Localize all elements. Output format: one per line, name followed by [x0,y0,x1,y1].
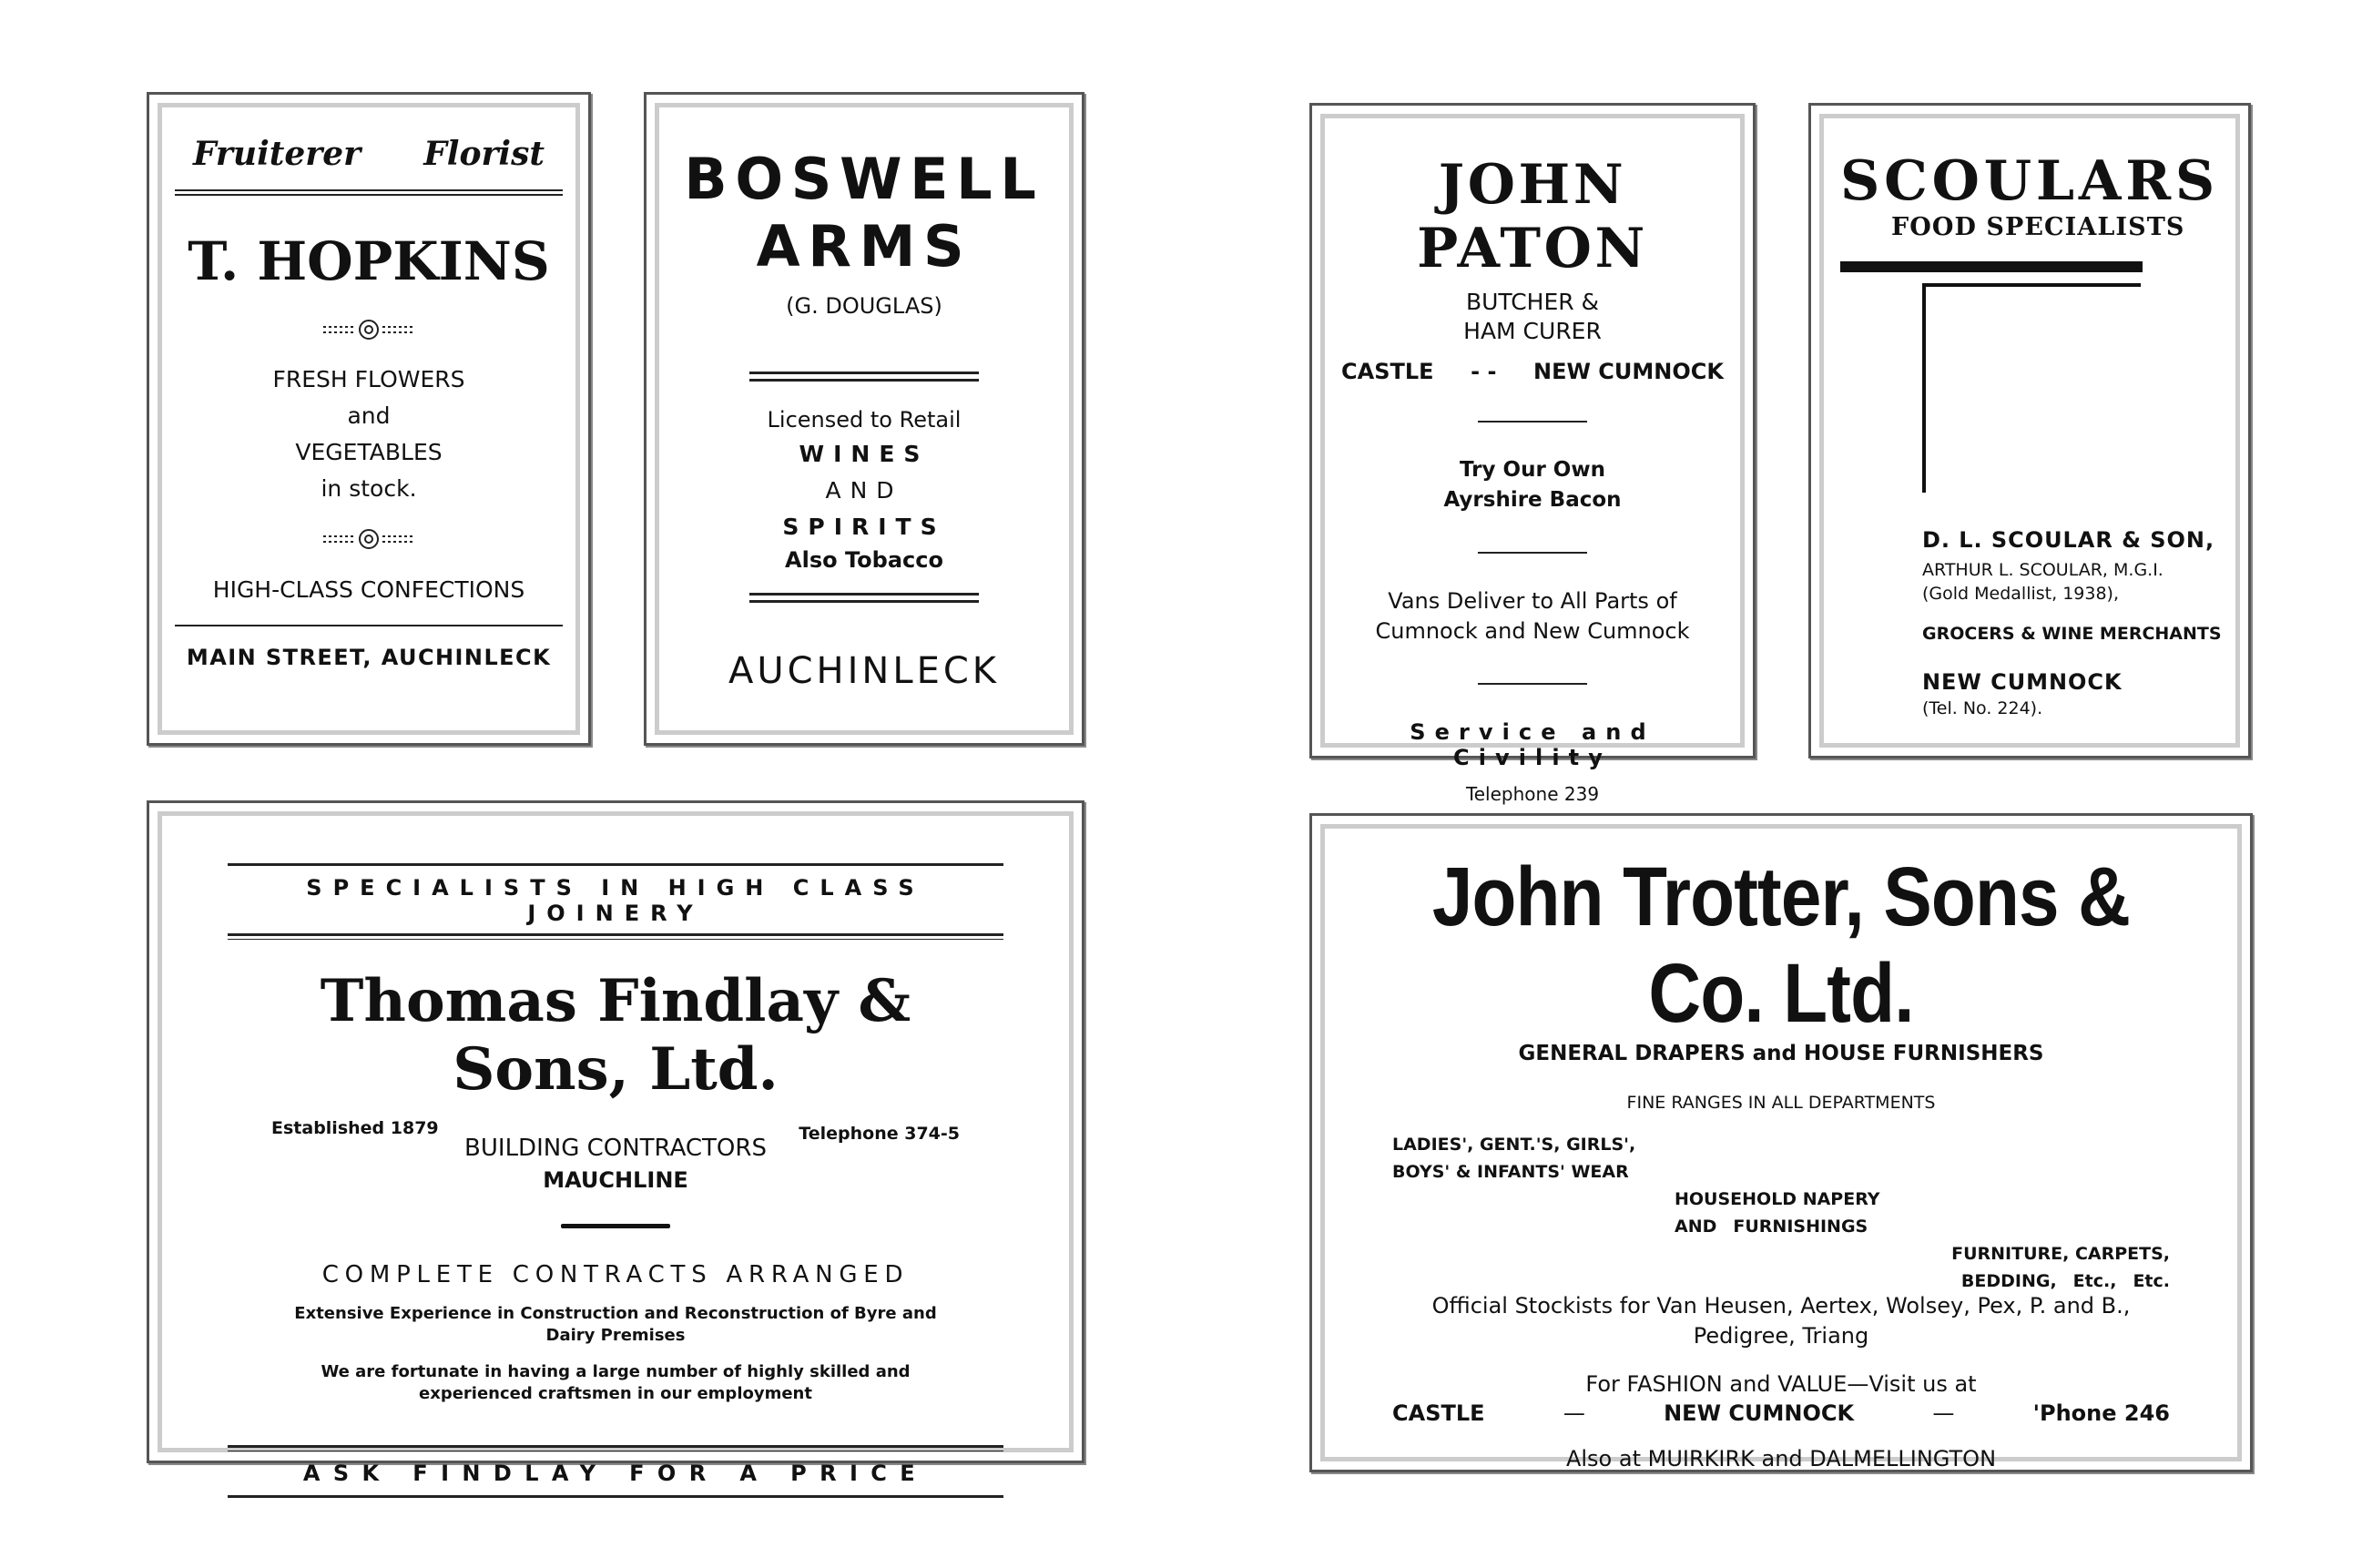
service-text: Service and Civility [1410,719,1655,770]
scoular-trade: GROCERS & WINE MERCHANTS [1922,624,2222,644]
ad-trotter [1309,813,2253,1472]
scoular-town: NEW CUMNOCK [1922,669,2123,695]
findlay-name: Thomas Findlay & Sons, Ltd. [320,967,911,1104]
castle-text: CASTLE [1392,1400,1485,1426]
trotter-sub: GENERAL DRAPERS and HOUSE FURNISHERS [1518,1042,2044,1065]
paton-phone: Telephone 239 [1465,783,1600,805]
hopkins-address: MAIN STREET, AUCHINLECK [186,645,552,670]
boswell-town: AUCHINLECK [728,650,1001,692]
ad-hopkins [147,92,591,746]
ornament-icon [175,525,563,556]
craftsmen-text: We are fortunate in having a large number of highly skilled and experienced craftsmen in our employment [321,1362,911,1403]
wines-text: WINES [799,441,930,467]
and-text: AND [825,477,903,504]
dash-text: — [1563,1400,1585,1426]
building-contractors: BUILDING CONTRACTORS [464,1135,767,1162]
scoulars-name: SCOULARS [1840,149,2220,213]
in-stock-text: in stock. [321,475,417,502]
also-at-text: Also at MUIRKIRK and DALMELLINGTON [1565,1446,1997,1471]
new-cumnock-text: NEW CUMNOCK [1533,359,1724,384]
scoular-medal: (Gold Medallist, 1938), [1922,584,2119,604]
tobacco-text: Also Tobacco [785,547,943,573]
stockists-text-1: Official Stockists for Van Heusen, Aertex, Wolsey, Pex, P. and B., [1431,1293,2131,1319]
boswell-name-2: ARMS [756,213,972,280]
ask-findlay-text: ASK FINDLAY FOR A PRICE [302,1461,929,1486]
hopkins-name: T. HOPKINS [188,230,550,292]
wear-text-2: BOYS' & INFANTS' WEAR [1392,1162,1629,1182]
established-text: Established 1879 [271,1118,439,1138]
try-text: Try Our Own [1460,458,1605,482]
paton-name: JOHN PATON [1417,153,1648,280]
experience-text: Extensive Experience in Construction and Reconstruction of Byre and Dairy Premises [294,1304,937,1345]
boswell-owner: (G. DOUGLAS) [786,293,942,319]
findlay-top: SPECIALISTS IN HIGH CLASS JOINERY [306,875,925,926]
furniture-text-2: BEDDING, Etc., Etc. [1960,1271,2170,1291]
napery-text-2: AND FURNISHINGS [1675,1217,1868,1237]
ad-findlay [147,800,1084,1486]
ornament-icon [175,316,563,347]
scoular-person: ARTHUR L. SCOULAR, M.G.I. [1922,560,2163,580]
vegetables-text: VEGETABLES [295,439,443,465]
castle-text: CASTLE [1341,359,1434,384]
florist-label: Florist [423,135,545,173]
ad-scoulars [1808,103,2251,759]
ham-curer-text: HAM CURER [1463,318,1602,344]
dash-text: - - [1471,359,1497,384]
scoular-tel: (Tel. No. 224). [1922,698,2043,718]
confections-text: HIGH-CLASS CONFECTIONS [212,576,525,603]
napery-text-1: HOUSEHOLD NAPERY [1675,1189,1880,1209]
spirits-text: SPIRITS [782,514,946,540]
vans-text-1: Vans Deliver to All Parts of [1388,588,1677,614]
butcher-text: BUTCHER & [1465,289,1600,315]
telephone-text: Telephone 374-5 [799,1124,960,1144]
licence-text: Licensed to Retail [767,407,962,433]
boswell-name-1: BOSWELL [684,146,1044,212]
fruiterer-label: Fruiterer [193,135,361,173]
vans-text-2: Cumnock and New Cumnock [1375,618,1690,644]
contracts-text: COMPLETE CONTRACTS ARRANGED [321,1261,910,1288]
wear-text-1: LADIES', GENT.'S, GIRLS', [1392,1135,1636,1155]
fresh-flowers-text: FRESH FLOWERS [272,366,465,392]
trotter-phone: 'Phone 246 [2032,1400,2170,1426]
bacon-text: Ayrshire Bacon [1443,488,1622,512]
ad-boswell [644,92,1084,746]
ad-paton [1309,103,1756,805]
furniture-text-1: FURNITURE, CARPETS, [1951,1244,2170,1264]
and-text: and [347,402,391,429]
new-cumnock-text: NEW CUMNOCK [1664,1400,1855,1426]
mauchline-text: MAUCHLINE [543,1167,688,1193]
trotter-name: John Trotter, Sons & Co. Ltd. [1431,850,2131,1040]
visit-text: For FASHION and VALUE—Visit us at [1585,1371,1977,1397]
dash-text: — [1932,1400,1955,1426]
scoulars-sub: FOOD SPECIALISTS [1891,213,2185,241]
stockists-text-2: Pedigree, Triang [1693,1323,1869,1349]
fine-ranges-text: FINE RANGES IN ALL DEPARTMENTS [1626,1093,1936,1113]
scoular-firm: D. L. SCOULAR & SON, [1922,527,2215,553]
